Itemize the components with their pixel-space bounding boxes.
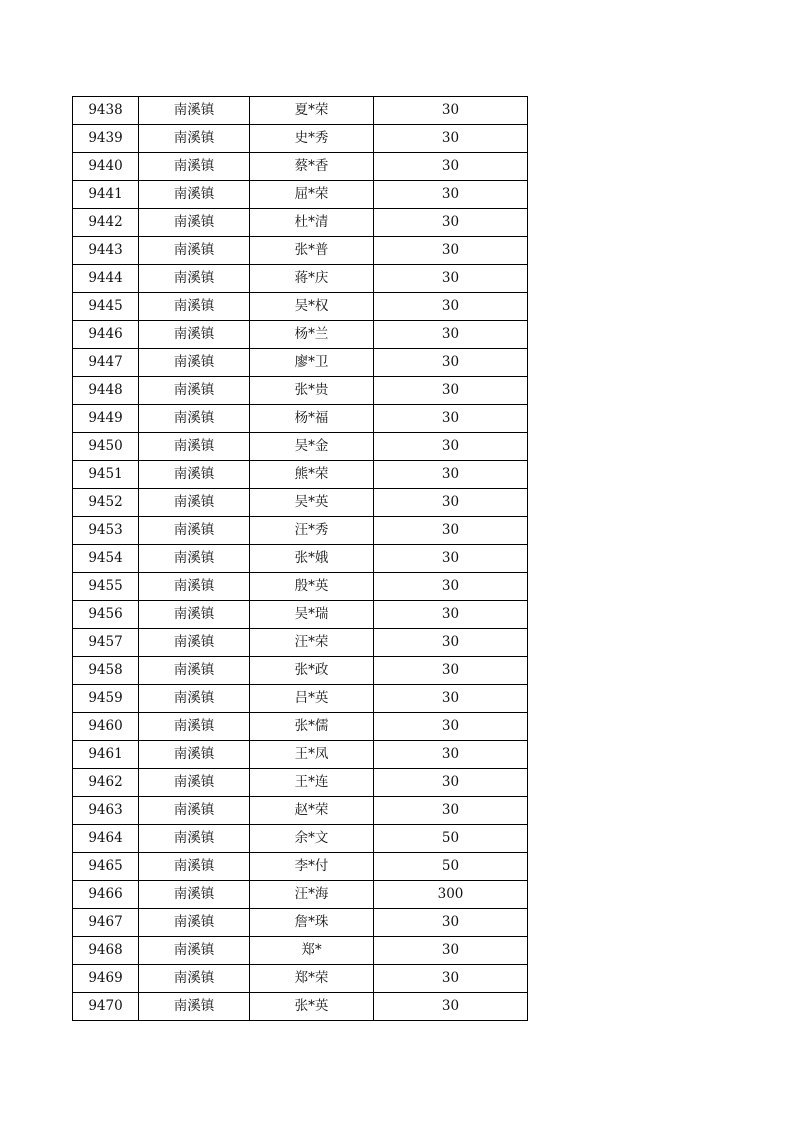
amount-cell: 30 bbox=[374, 517, 528, 545]
name-cell: 张*儒 bbox=[250, 713, 374, 741]
serial-number-cell: 9447 bbox=[73, 349, 139, 377]
name-cell: 蒋*庆 bbox=[250, 265, 374, 293]
name-cell: 吴*金 bbox=[250, 433, 374, 461]
serial-number-cell: 9443 bbox=[73, 237, 139, 265]
amount-cell: 30 bbox=[374, 601, 528, 629]
serial-number-cell: 9470 bbox=[73, 993, 139, 1021]
amount-cell: 30 bbox=[374, 769, 528, 797]
table-row bbox=[73, 853, 528, 881]
table-row bbox=[73, 97, 528, 125]
amount-cell: 30 bbox=[374, 265, 528, 293]
town-cell: 南溪镇 bbox=[139, 321, 250, 349]
town-cell: 南溪镇 bbox=[139, 545, 250, 573]
serial-number-cell: 9441 bbox=[73, 181, 139, 209]
table-row bbox=[73, 433, 528, 461]
name-cell: 廖*卫 bbox=[250, 349, 374, 377]
table-row bbox=[73, 461, 528, 489]
amount-cell: 30 bbox=[374, 489, 528, 517]
serial-number-cell: 9442 bbox=[73, 209, 139, 237]
name-cell: 詹*珠 bbox=[250, 909, 374, 937]
name-cell: 张*贵 bbox=[250, 377, 374, 405]
amount-cell: 30 bbox=[374, 461, 528, 489]
amount-cell: 300 bbox=[374, 881, 528, 909]
table-row bbox=[73, 657, 528, 685]
amount-cell: 50 bbox=[374, 853, 528, 881]
table-row bbox=[73, 517, 528, 545]
town-cell: 南溪镇 bbox=[139, 293, 250, 321]
name-cell: 熊*荣 bbox=[250, 461, 374, 489]
name-cell: 赵*荣 bbox=[250, 797, 374, 825]
serial-number-cell: 9464 bbox=[73, 825, 139, 853]
name-cell: 王*连 bbox=[250, 769, 374, 797]
town-cell: 南溪镇 bbox=[139, 97, 250, 125]
serial-number-cell: 9444 bbox=[73, 265, 139, 293]
table-row bbox=[73, 405, 528, 433]
table-row bbox=[73, 265, 528, 293]
serial-number-cell: 9462 bbox=[73, 769, 139, 797]
amount-cell: 30 bbox=[374, 965, 528, 993]
amount-cell: 30 bbox=[374, 293, 528, 321]
roster-body bbox=[73, 97, 528, 1021]
table-row bbox=[73, 769, 528, 797]
serial-number-cell: 9450 bbox=[73, 433, 139, 461]
table-row bbox=[73, 349, 528, 377]
name-cell: 张*娥 bbox=[250, 545, 374, 573]
amount-cell: 30 bbox=[374, 797, 528, 825]
town-cell: 南溪镇 bbox=[139, 881, 250, 909]
table-row bbox=[73, 237, 528, 265]
amount-cell: 30 bbox=[374, 741, 528, 769]
town-cell: 南溪镇 bbox=[139, 601, 250, 629]
table-row bbox=[73, 181, 528, 209]
table-row bbox=[73, 909, 528, 937]
town-cell: 南溪镇 bbox=[139, 237, 250, 265]
amount-cell: 30 bbox=[374, 545, 528, 573]
town-cell: 南溪镇 bbox=[139, 825, 250, 853]
table-row bbox=[73, 125, 528, 153]
town-cell: 南溪镇 bbox=[139, 209, 250, 237]
town-cell: 南溪镇 bbox=[139, 797, 250, 825]
serial-number-cell: 9458 bbox=[73, 657, 139, 685]
town-cell: 南溪镇 bbox=[139, 629, 250, 657]
name-cell: 吕*英 bbox=[250, 685, 374, 713]
serial-number-cell: 9457 bbox=[73, 629, 139, 657]
amount-cell: 30 bbox=[374, 657, 528, 685]
town-cell: 南溪镇 bbox=[139, 265, 250, 293]
town-cell: 南溪镇 bbox=[139, 349, 250, 377]
table-row bbox=[73, 293, 528, 321]
name-cell: 张*英 bbox=[250, 993, 374, 1021]
name-cell: 张*政 bbox=[250, 657, 374, 685]
table-row bbox=[73, 685, 528, 713]
amount-cell: 30 bbox=[374, 713, 528, 741]
amount-cell: 30 bbox=[374, 993, 528, 1021]
name-cell: 吴*英 bbox=[250, 489, 374, 517]
name-cell: 郑*荣 bbox=[250, 965, 374, 993]
table-row bbox=[73, 321, 528, 349]
table-row bbox=[73, 993, 528, 1021]
serial-number-cell: 9466 bbox=[73, 881, 139, 909]
table-row bbox=[73, 153, 528, 181]
name-cell: 杨*兰 bbox=[250, 321, 374, 349]
town-cell: 南溪镇 bbox=[139, 377, 250, 405]
table-row bbox=[73, 545, 528, 573]
table-row bbox=[73, 377, 528, 405]
roster-table bbox=[72, 96, 528, 1021]
town-cell: 南溪镇 bbox=[139, 405, 250, 433]
amount-cell: 30 bbox=[374, 209, 528, 237]
serial-number-cell: 9439 bbox=[73, 125, 139, 153]
serial-number-cell: 9451 bbox=[73, 461, 139, 489]
serial-number-cell: 9460 bbox=[73, 713, 139, 741]
town-cell: 南溪镇 bbox=[139, 685, 250, 713]
serial-number-cell: 9446 bbox=[73, 321, 139, 349]
name-cell: 汪*荣 bbox=[250, 629, 374, 657]
amount-cell: 30 bbox=[374, 405, 528, 433]
town-cell: 南溪镇 bbox=[139, 181, 250, 209]
town-cell: 南溪镇 bbox=[139, 517, 250, 545]
town-cell: 南溪镇 bbox=[139, 125, 250, 153]
table-row bbox=[73, 489, 528, 517]
amount-cell: 30 bbox=[374, 321, 528, 349]
town-cell: 南溪镇 bbox=[139, 713, 250, 741]
name-cell: 郑* bbox=[250, 937, 374, 965]
town-cell: 南溪镇 bbox=[139, 769, 250, 797]
amount-cell: 30 bbox=[374, 377, 528, 405]
town-cell: 南溪镇 bbox=[139, 573, 250, 601]
table-row bbox=[73, 713, 528, 741]
table-row bbox=[73, 825, 528, 853]
name-cell: 李*付 bbox=[250, 853, 374, 881]
serial-number-cell: 9440 bbox=[73, 153, 139, 181]
amount-cell: 30 bbox=[374, 125, 528, 153]
table-row bbox=[73, 741, 528, 769]
table-row bbox=[73, 629, 528, 657]
amount-cell: 30 bbox=[374, 237, 528, 265]
amount-cell: 30 bbox=[374, 629, 528, 657]
town-cell: 南溪镇 bbox=[139, 489, 250, 517]
amount-cell: 30 bbox=[374, 433, 528, 461]
amount-cell: 30 bbox=[374, 153, 528, 181]
serial-number-cell: 9461 bbox=[73, 741, 139, 769]
serial-number-cell: 9452 bbox=[73, 489, 139, 517]
town-cell: 南溪镇 bbox=[139, 433, 250, 461]
town-cell: 南溪镇 bbox=[139, 741, 250, 769]
serial-number-cell: 9455 bbox=[73, 573, 139, 601]
amount-cell: 30 bbox=[374, 573, 528, 601]
name-cell: 史*秀 bbox=[250, 125, 374, 153]
table-row bbox=[73, 797, 528, 825]
serial-number-cell: 9459 bbox=[73, 685, 139, 713]
name-cell: 王*凤 bbox=[250, 741, 374, 769]
name-cell: 吴*瑞 bbox=[250, 601, 374, 629]
name-cell: 汪*海 bbox=[250, 881, 374, 909]
amount-cell: 30 bbox=[374, 937, 528, 965]
serial-number-cell: 9456 bbox=[73, 601, 139, 629]
town-cell: 南溪镇 bbox=[139, 853, 250, 881]
table-row bbox=[73, 601, 528, 629]
serial-number-cell: 9469 bbox=[73, 965, 139, 993]
town-cell: 南溪镇 bbox=[139, 461, 250, 489]
town-cell: 南溪镇 bbox=[139, 993, 250, 1021]
name-cell: 屈*荣 bbox=[250, 181, 374, 209]
serial-number-cell: 9467 bbox=[73, 909, 139, 937]
town-cell: 南溪镇 bbox=[139, 937, 250, 965]
amount-cell: 50 bbox=[374, 825, 528, 853]
name-cell: 蔡*香 bbox=[250, 153, 374, 181]
name-cell: 杜*清 bbox=[250, 209, 374, 237]
name-cell: 张*普 bbox=[250, 237, 374, 265]
town-cell: 南溪镇 bbox=[139, 909, 250, 937]
amount-cell: 30 bbox=[374, 181, 528, 209]
town-cell: 南溪镇 bbox=[139, 657, 250, 685]
name-cell: 汪*秀 bbox=[250, 517, 374, 545]
serial-number-cell: 9465 bbox=[73, 853, 139, 881]
serial-number-cell: 9438 bbox=[73, 97, 139, 125]
town-cell: 南溪镇 bbox=[139, 965, 250, 993]
serial-number-cell: 9448 bbox=[73, 377, 139, 405]
serial-number-cell: 9463 bbox=[73, 797, 139, 825]
town-cell: 南溪镇 bbox=[139, 153, 250, 181]
table-row bbox=[73, 209, 528, 237]
name-cell: 余*文 bbox=[250, 825, 374, 853]
amount-cell: 30 bbox=[374, 685, 528, 713]
amount-cell: 30 bbox=[374, 97, 528, 125]
serial-number-cell: 9453 bbox=[73, 517, 139, 545]
name-cell: 殷*英 bbox=[250, 573, 374, 601]
serial-number-cell: 9468 bbox=[73, 937, 139, 965]
serial-number-cell: 9449 bbox=[73, 405, 139, 433]
serial-number-cell: 9445 bbox=[73, 293, 139, 321]
name-cell: 吴*权 bbox=[250, 293, 374, 321]
name-cell: 夏*荣 bbox=[250, 97, 374, 125]
table-row bbox=[73, 965, 528, 993]
table-row bbox=[73, 573, 528, 601]
amount-cell: 30 bbox=[374, 349, 528, 377]
table-row bbox=[73, 937, 528, 965]
name-cell: 杨*福 bbox=[250, 405, 374, 433]
serial-number-cell: 9454 bbox=[73, 545, 139, 573]
table-row bbox=[73, 881, 528, 909]
amount-cell: 30 bbox=[374, 909, 528, 937]
